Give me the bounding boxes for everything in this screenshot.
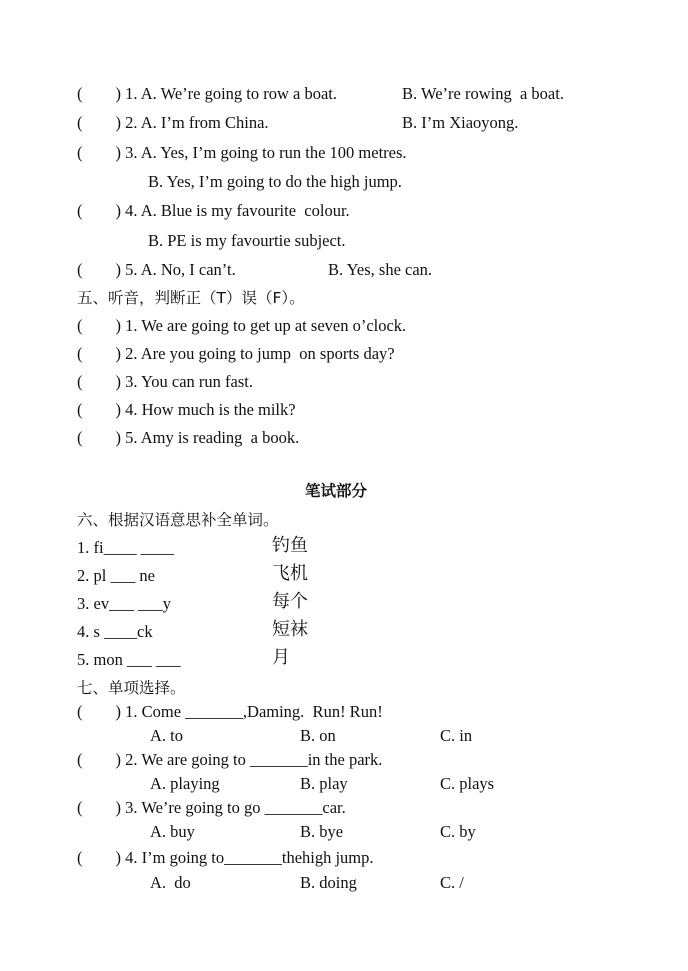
word-item-1: 1. fi____ ____ [77,538,174,557]
choice-q1: ( ) 1. Come _______,Daming. Run! Run! [77,702,383,721]
choice-q3: ( ) 3. We’re going to go _______car. [77,798,346,817]
word-item-2: 2. pl ___ ne [77,566,155,585]
listen-choice-2: ( ) 2. A. I’m from China. [77,113,269,132]
choice-q4-a: A. do [150,873,191,892]
listen-choice-5-b: B. Yes, she can. [328,260,433,279]
word-item-5-cn: 月 [272,647,290,668]
choice-q2-a: A. playing [150,774,220,793]
listen-choice-5: ( ) 5. A. No, I can’t. [77,260,236,279]
listen-choice-2-b: B. I’m Xiaoyong. [402,113,519,132]
choice-q1-c: C. in [440,726,473,745]
choice-q4: ( ) 4. I’m going to_______thehigh jump. [77,848,374,867]
choice-q2: ( ) 2. We are going to _______in the park. [77,750,383,769]
section7-heading: 七、单项选择。 [77,679,186,697]
choice-q4-b: B. doing [300,873,357,892]
choice-q3-c: C. by [440,822,476,841]
listen-choice-3-b: B. Yes, I’m going to do the high jump. [148,172,402,191]
choice-q2-c: C. plays [440,774,495,793]
word-item-4-cn: 短袜 [272,619,308,640]
tf-item-4: ( ) 4. How much is the milk? [77,400,296,419]
choice-q4-c: C. / [440,873,464,892]
word-item-3: 3. ev___ ___y [77,594,171,613]
listen-choice-4: ( ) 4. A. Blue is my favourite colour. [77,201,350,220]
listen-choice-1-b: B. We’re rowing a boat. [402,84,564,103]
word-item-4: 4. s ____ck [77,622,153,641]
listen-choice-4-b: B. PE is my favourtie subject. [148,231,346,250]
listen-choice-3: ( ) 3. A. Yes, I’m going to run the 100 metres. [77,143,407,162]
tf-item-3: ( ) 3. You can run fast. [77,372,253,391]
choice-q3-a: A. buy [150,822,195,841]
tf-item-2: ( ) 2. Are you going to jump on sports day? [77,344,395,363]
choice-q1-b: B. on [300,726,336,745]
section5-heading: 五、听音，判断正（T）误（F）。 [77,289,305,307]
section6-heading: 六、根据汉语意思补全单词。 [77,511,279,529]
word-item-1-cn: 钓鱼 [272,535,308,556]
tf-item-1: ( ) 1. We are going to get up at seven o’clock. [77,316,407,335]
choice-q2-b: B. play [300,774,348,793]
choice-q3-b: B. bye [300,822,344,841]
word-item-3-cn: 每个 [272,591,308,612]
choice-q1-a: A. to [150,726,183,745]
written-part-title: 笔试部分 [305,482,368,500]
word-item-5: 5. mon ___ ___ [77,650,181,669]
word-item-2-cn: 飞机 [272,563,308,584]
tf-item-5: ( ) 5. Amy is reading a book. [77,428,300,447]
listen-choice-1: ( ) 1. A. We’re going to row a boat. [77,84,338,103]
